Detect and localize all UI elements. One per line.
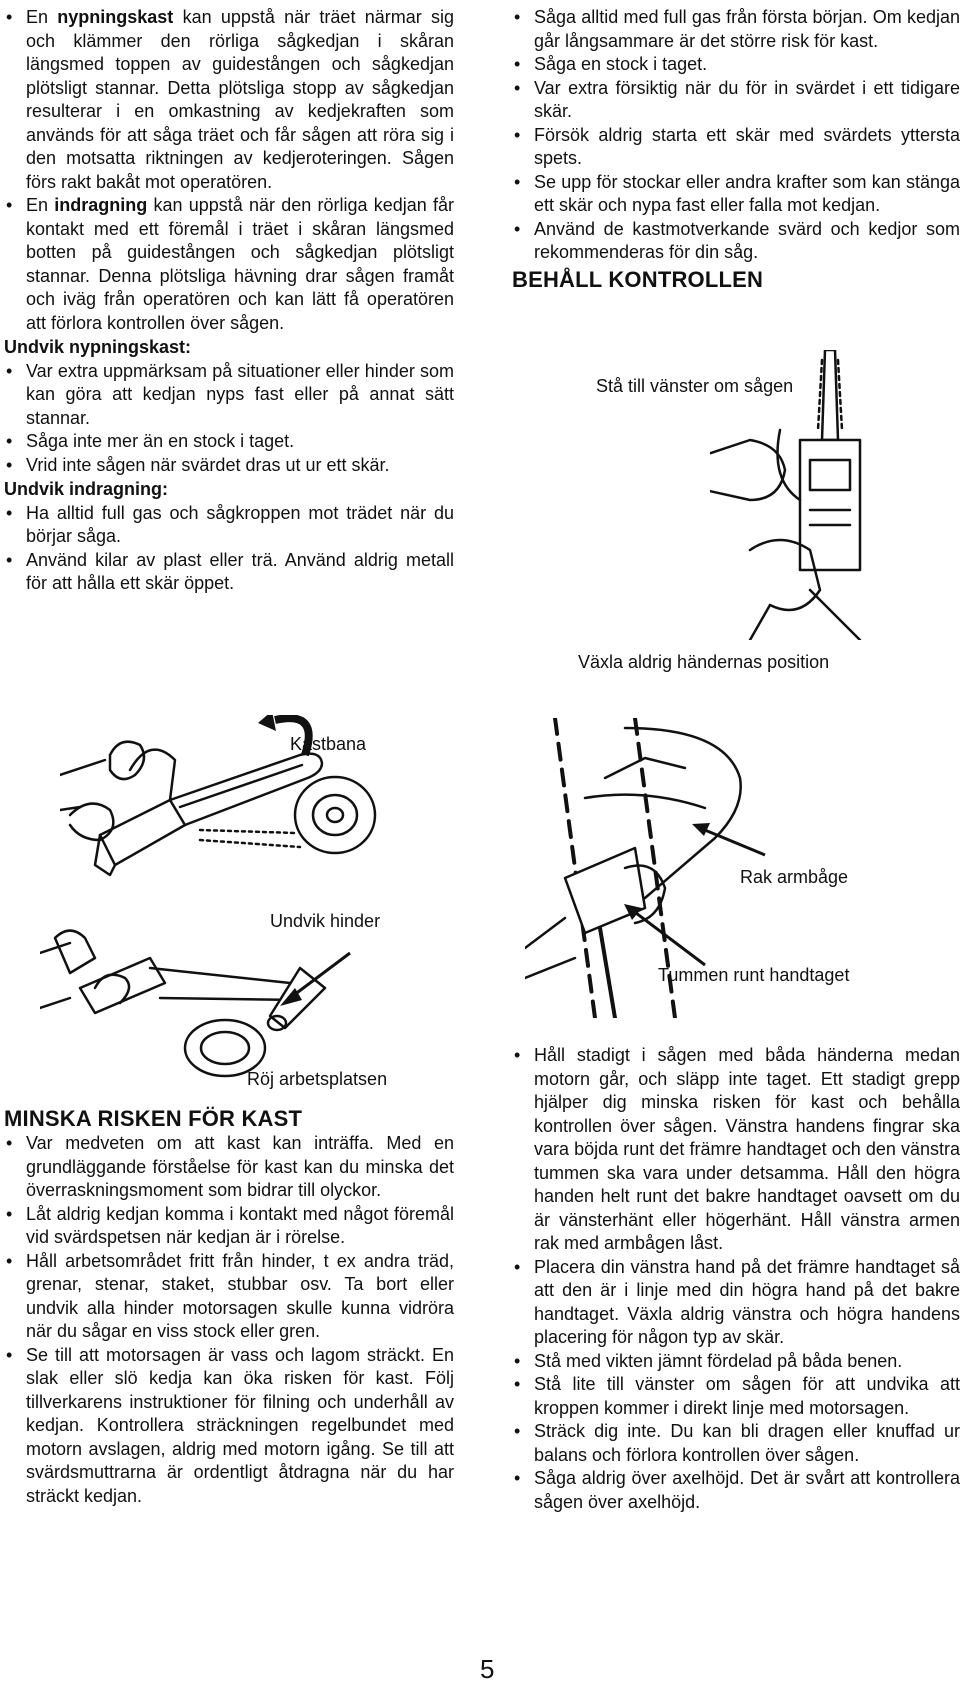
list-item: • Stå med vikten jämnt fördelad på båda benen.	[512, 1350, 960, 1374]
list-item: • Håll arbetsområdet fritt från hinder, t ex andra träd, grenar, stenar, staket, stubbar osv. Ta bort eller undvik alla hinder motorsagen skulle kunna vidröra när du sågar en viss stock eller gren.	[4, 1250, 454, 1344]
caption-kastbana: Kastbana	[290, 734, 367, 754]
avoid-pinch-list	[4, 360, 454, 478]
kickback-intro-list	[4, 6, 454, 335]
list-item: • Se upp för stockar eller andra krafter som kan stänga ett skär och nypa fast eller falla mot kedjan.	[512, 171, 960, 218]
list-item: • Såga inte mer än en stock i taget.	[4, 430, 454, 454]
left-column	[4, 6, 454, 596]
obstacle-illustration	[40, 928, 370, 1078]
list-item: • En indragning kan uppstå när den rörliga kedjan får kontakt med ett föremål i träet i skåran längsmed botten på guidestången och sågkedjan plötsligt stannar. Denna plötsliga hävning drar sågen framåt och iväg från operatören och kan lätt få operatören att förlora kontrollen över sågen.	[4, 194, 454, 335]
pointer-rak-armbage	[690, 820, 770, 860]
avoid-pull-list	[4, 502, 454, 596]
list-item: • Försök aldrig starta ett skär med svärdets yttersta spets.	[512, 124, 960, 171]
list-item: • Var medveten om att kast kan inträffa. Med en grundläggande förståelse för kast kan du minska det överraskningsmoment som bidrar till olyckor.	[4, 1132, 454, 1203]
list-item: • Såga en stock i taget.	[512, 53, 960, 77]
control-list	[512, 1044, 960, 1514]
list-item: • Var extra uppmärksam på situationer eller hinder som kan göra att kedjan nyps fast eller på annat sätt stannar.	[4, 360, 454, 431]
list-item: • Se till att motorsagen är vass och lagom sträckt. En slak eller slö kedja kan öka risken för kast. Följ tillverkarens instruktioner för filning och underhåll av kedjan. Kontrollera sträckningen regelbundet med motorn avslagen, aldrig med motorn igång. Se till att svärdsmuttrarna är ordentligt åtdragna när du har sträckt kedjan.	[4, 1344, 454, 1509]
section-heading-minska-risken: MINSKA RISKEN FÖR KAST	[4, 1106, 303, 1131]
caption-vaxla-aldrig: Växla aldrig händernas position	[578, 652, 830, 672]
reduce-risk-list	[4, 1132, 454, 1508]
list-item: • Placera din vänstra hand på det främre handtaget så att den är i linje med din högra hand på det bakre handtaget. Växla aldrig vänstra och högra handens placering för någon typ av skär.	[512, 1256, 960, 1350]
cutting-tips-list	[512, 6, 960, 265]
list-item: • Använd kilar av plast eller trä. Använd aldrig metall för att hålla ett skär öppet.	[4, 549, 454, 596]
pointer-tummen	[620, 900, 710, 970]
reduce-risk-section	[4, 1106, 454, 1508]
right-column-top	[512, 6, 960, 293]
list-item: • Håll stadigt i sågen med båda händerna medan motorn går, och släpp inte taget. Ett stadigt grepp hjälper dig minska risken för kast och behålla kontrollen över sågen. Vänstra handens fingrar ska vara böjda runt det främre handtaget och den vänstra tummen ska vara under detsamma. Håll den högra handen helt runt det bakre handtaget oavsett om du är vänsterhänt eller högerhänt. Håll vänstra armen rak med armbågen låst.	[512, 1044, 960, 1256]
page-number: 5	[480, 1654, 495, 1684]
caption-undvik-hinder: Undvik hinder	[270, 911, 381, 931]
list-item: • Stå lite till vänster om sågen för att undvika att kroppen kommer i direkt linje med motorsagen.	[512, 1373, 960, 1420]
list-item: • En nypningskast kan uppstå när träet närmar sig och klämmer den rörliga sågkedjan i skåran längsmed toppen av guidestången och sågkedjan plötsligt stannar. Detta plötsliga stopp av sågkedjan resulterar i en omkastning av kedjekraften som används för att såga träet och får sågen att röra sig i den motsatta riktningen av kedjeroteringen. Sågen förs rakt bakåt mot operatören.	[4, 6, 454, 194]
list-item: • Sträck dig inte. Du kan bli dragen eller knuffad ur balans och förlora kontrollen över sågen.	[512, 1420, 960, 1467]
hand-position-illustration	[710, 350, 900, 640]
avoid-pinch-heading: Undvik nypningskast:	[4, 337, 192, 357]
list-item: • Vrid inte sågen när svärdet dras ut ur ett skär.	[4, 454, 454, 478]
caption-tummen-runt: Tummen runt handtaget	[658, 965, 850, 985]
caption-roj-arbetsplatsen: Röj arbetsplatsen	[247, 1069, 388, 1089]
list-item: • Använd de kastmotverkande svärd och kedjor som rekommenderas för din såg.	[512, 218, 960, 265]
list-item: • Låt aldrig kedjan komma i kontakt med något föremål vid svärdspetsen när kedjan är i rörelse.	[4, 1203, 454, 1250]
list-item: • Ha alltid full gas och sågkroppen mot trädet när du börjar såga.	[4, 502, 454, 549]
list-item: • Såga alltid med full gas från första början. Om kedjan går långsammare är det större risk för kast.	[512, 6, 960, 53]
list-item: • Såga aldrig över axelhöjd. Det är svårt att kontrollera sågen över axelhöjd.	[512, 1467, 960, 1514]
list-item: • Var extra försiktig när du för in svärdet i ett tidigare skär.	[512, 77, 960, 124]
caption-rak-armbage: Rak armbåge	[740, 867, 849, 887]
avoid-pull-heading: Undvik indragning:	[4, 479, 168, 499]
caption-sta-till-vanster: Stå till vänster om sågen	[596, 376, 794, 396]
right-column-bottom	[512, 1044, 960, 1514]
section-heading-behall-kontrollen: BEHÅLL KONTROLLEN	[512, 266, 764, 292]
